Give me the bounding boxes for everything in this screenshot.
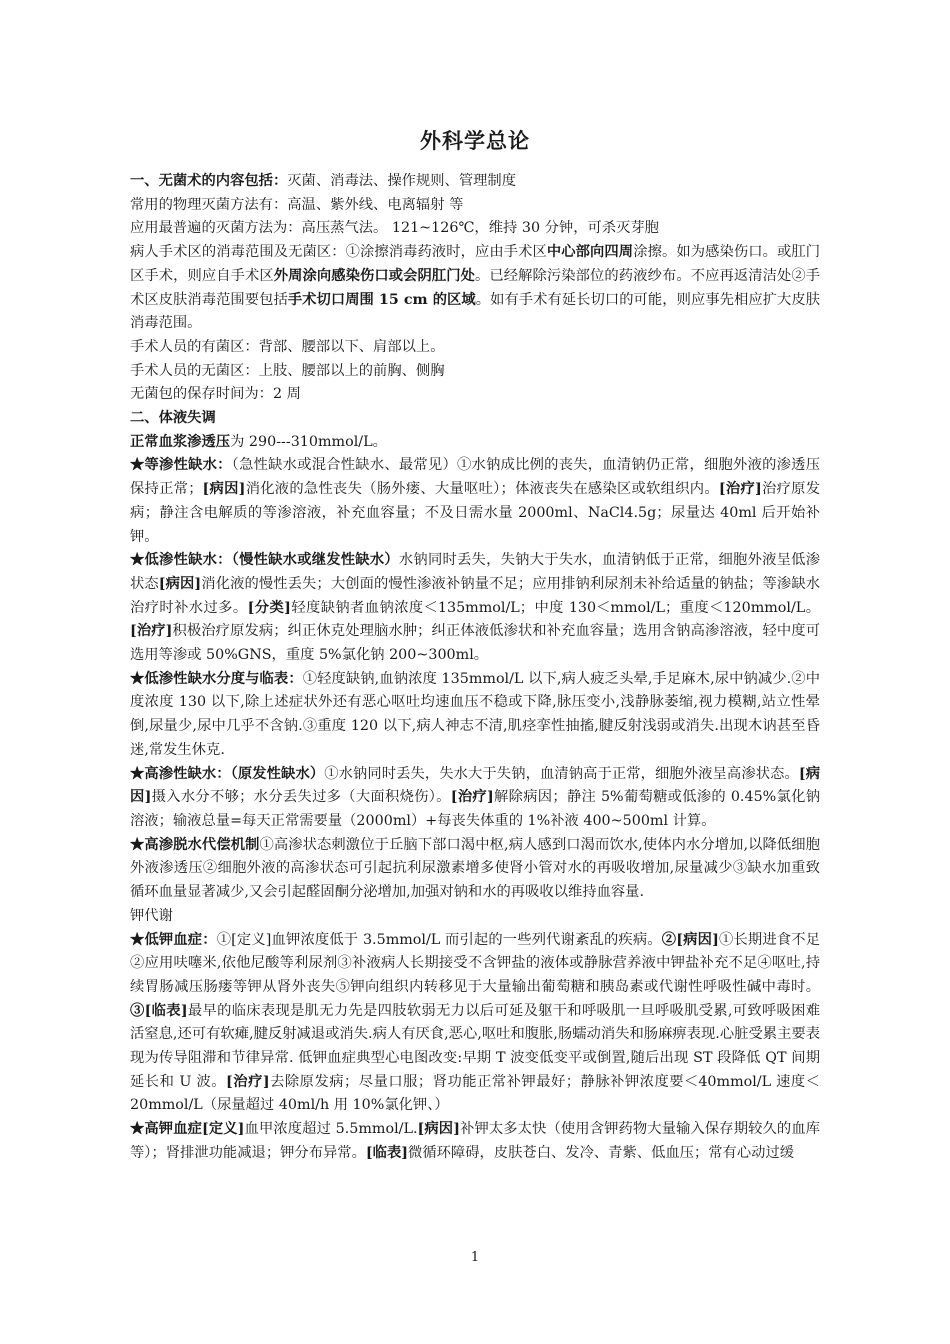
bold-text: ★低钾血症：	[130, 931, 217, 948]
text: 去除原发病；尽量口服；肾功能正常补钾最好；静脉补钾浓度要＜40mmol/L 速度＜20mmol/L（尿量超过 40ml/h 用 10%氯化钾、）	[130, 1073, 821, 1114]
paragraph	[130, 241, 820, 336]
paragraph: 常用的物理灭菌方法有：高温、紫外线、电离辐射 等	[130, 196, 464, 213]
bold-text: [治疗]	[718, 481, 762, 498]
bold-text: [病因]	[202, 481, 246, 498]
text: ①高渗状态刺激位于丘脑下部口渴中枢,病人感到口渴而饮水,使体内水分增加,以降低细胞外液渗透压②细胞外液的高渗状态可引起抗利尿激素增多使肾小管对水的再吸收增加,尿量减少③缺水加重致循环血量显著减少,又会引起醛固酮分泌增加,加强对钠和水的再吸收以维持血容量.	[130, 836, 820, 901]
text: 治疗原发病；静注含电解质的等渗溶液，补充血容量；不及日需水量 2000ml、NaCl4.5g；尿量达 40ml 后开始补钾。	[130, 481, 821, 545]
text: 病人手术区的消毒范围及无菌区：①涂擦消毒药液时，应由手术区	[130, 244, 547, 261]
paragraph	[130, 668, 820, 763]
text: 血甲浓度超过 5.5mmol/L.	[244, 1121, 418, 1138]
paragraph	[130, 929, 820, 1119]
text: 最早的临床表现是肌无力先是四肢软弱无力以后可延及躯干和呼吸肌一旦呼吸肌受累,可致呼吸困难活窒息,还可有软瘫,腱反射减退或消失.病人有厌食,恶心,呕吐和腹胀,肠蠕动消失和肠麻痹表现.心脏受累主要表现为传导阻滞和节律异常. 低钾血症典型心电图改变:早期 T 波变低变平或倒置,随后出现 ST 段降低 QT 间期延长和 U 波。	[130, 1002, 820, 1090]
text: 补钾太多太快（使用含钾药物大量输入保存期较久的血库等）；肾排泄功能减退；钾分布异常。	[130, 1121, 821, 1161]
bold-text: [治疗]	[226, 1073, 270, 1090]
paragraph	[130, 834, 820, 905]
page-number: 1	[470, 1250, 480, 1265]
text: ①水钠同时丢失，失水大于失钠，血清钠高于正常，细胞外液呈高渗状态。	[324, 765, 799, 782]
text: 涂擦。如为感染伤口。或肛门区手术，则应自手术区	[130, 244, 821, 284]
bold-text: [病因]	[130, 765, 821, 806]
bold-text: 手术切口周围 15 cm 的区域	[287, 291, 476, 308]
bold-text: ★高钾血症[定义]	[130, 1121, 245, 1138]
bold-text: [病因]	[417, 1121, 460, 1138]
page-title: 外科学总论	[420, 128, 530, 153]
bold-text: [病因]	[158, 575, 202, 592]
paragraph	[130, 763, 820, 834]
text: 消化液的慢性丢失；大创面的慢性渗液补钠量不足；应用排钠利尿剂未补给适量的钠盐；等渗缺水治疗时补水过多。	[130, 575, 821, 616]
text: 微循环障碍，皮肤苍白、发冷、青紫、低血压；常有心动过缓	[408, 1144, 795, 1161]
text: 。已经解除污染部位的药液纱布。不应再返清洁处②手术区皮肤消毒范围要包括	[130, 267, 821, 308]
bold-text: [治疗]	[450, 789, 494, 806]
section-heading: 一、无菌术的内容包括：	[130, 173, 288, 189]
text: 灭菌、消毒法、操作规则、管理制度	[287, 173, 517, 189]
paragraph	[130, 549, 820, 668]
paragraph	[130, 170, 820, 194]
bold-text: ★高渗性缺水：（原发性缺水）	[130, 765, 325, 782]
document-body	[130, 126, 820, 1166]
bold-text: ②[病因]	[661, 931, 719, 948]
text: 摄入水分不够；水分丢失过多（大面积烧伤）。	[151, 789, 451, 806]
paragraph: 手术人员的有菌区：背部、腰部以下、肩部以上。	[130, 338, 445, 355]
paragraph: 钾代谢	[130, 907, 173, 924]
bold-text: ★低渗性缺水分度与临表：	[130, 670, 303, 687]
bold-text: ★低渗性缺水：（慢性缺水或继发性缺水）	[130, 552, 399, 569]
bold-text: ★高渗脱水代偿机制	[130, 836, 260, 853]
paragraph: 手术人员的无菌区：上肢、腰部以上的前胸、侧胸	[130, 362, 445, 379]
text: 积极治疗原发病；纠正休克处理脑水肿；纠正体液低渗状和补充血容量；选用含钠高渗溶液，轻中度可选用等渗或 50%GNS，重度 5%氯化钠 200~300ml。	[130, 623, 820, 664]
bold-text: [分类]	[247, 599, 291, 616]
text: 解除病因；静注 5%葡萄糖或低渗的 0.45%氯化钠溶液；输液总量=每天正常需要量（2000ml）+每丧失体重的 1%补液 400~500ml 计算。	[130, 789, 821, 829]
paragraph: 应用最普遍的灭菌方法为：高压蒸气法。 121~126℃，维持 30 分钟，可杀灭芽胞	[130, 220, 659, 237]
paragraph	[130, 431, 820, 455]
bold-text: 外周涂向感染伤口或会阴肛门处	[273, 267, 476, 284]
text: 。如有手术有延长切口的可能，则应事先相应扩大皮肤消毒范围。	[130, 291, 821, 332]
text: ①[定义]血钾浓度低于 3.5mmol/L 而引起的一些列代谢紊乱的疾病。	[216, 931, 662, 948]
section-heading: 二、体液失调	[130, 410, 216, 427]
paragraph: 无菌包的保存时间为：2 周	[130, 386, 301, 403]
bold-text: [治疗]	[130, 623, 173, 640]
text: 轻度缺钠者血钠浓度＜135mmol/L；中度 130＜mmol/L；重度＜120mmol/L。	[290, 599, 820, 616]
text: 为 290---310mmol/L。	[230, 433, 387, 450]
paragraph	[130, 1118, 820, 1165]
paragraph	[130, 454, 820, 549]
bold-text: 中心部向四周	[546, 244, 634, 261]
bold-text: [临表]	[365, 1144, 409, 1161]
text: ①长期进食不足②应用呋噻米,依他尼酸等利尿剂③补液病人长期接受不含钾盐的液体或静脉营养液中钾盐补充不足④呕吐,持续胃肠减压肠瘘等钾从肾外丧失⑤钾向组织内转移见于大量输出葡萄糖和胰岛素或代谢性呼吸性碱中毒时。	[130, 931, 821, 995]
text: ①轻度缺钠,血钠浓度 135mmol/L 以下,病人疲乏头晕,手足麻木,尿中钠减少.②中度浓度 130 以下,除上述症状外还有恶心呕吐均速血压不稳或下降,脉压变小,浅静脉萎缩,视力模糊,站立性晕倒,尿量少,尿中几乎不含钠.③重度 120 以下,病人神志不清,肌痉挛性抽搐,腱反射浅弱或消失.出现木讷甚至昏迷,常发生休克.	[130, 670, 821, 758]
text: （急性缺水或混合性缺水、最常见）①水钠成比例的丧失，血清钠仍正常，细胞外液的渗透压保持正常；	[130, 457, 820, 498]
bold-text: ★等渗性缺水：	[130, 457, 232, 474]
text: 水钠同时丢失，失钠大于失水，血清钠低于正常，细胞外液呈低渗状态	[130, 552, 821, 592]
bold-text: ③[临表]	[130, 1002, 188, 1019]
paragraph	[130, 407, 820, 431]
text: 消化液的急性丧失（肠外瘘、大量呕吐）；体液丧失在感染区或软组织内。	[245, 481, 719, 498]
bold-text: 正常血浆渗透压	[130, 433, 231, 450]
